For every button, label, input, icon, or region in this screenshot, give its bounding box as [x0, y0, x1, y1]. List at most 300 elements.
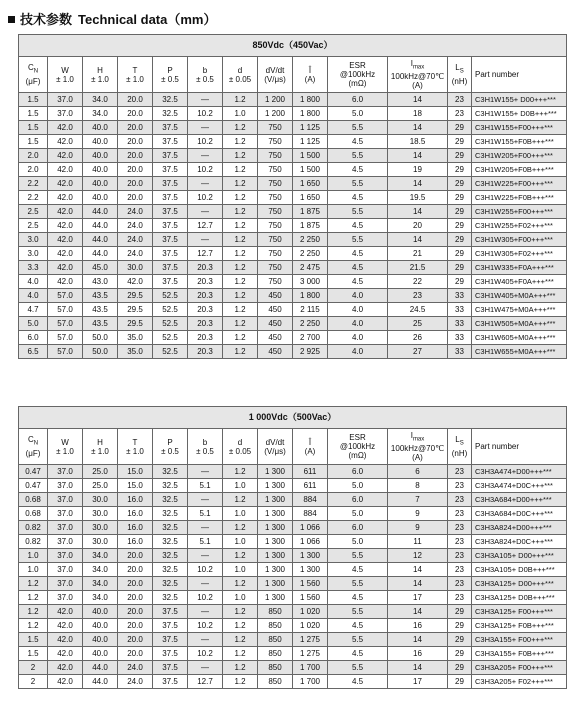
cell-cn: 2.5 — [19, 205, 48, 219]
cell-part-number: C3H1W155+ D00+++*** — [472, 93, 567, 107]
cell-h: 34.0 — [83, 591, 118, 605]
cell-ipeak: 1 300 — [293, 549, 328, 563]
cell-part-number: C3H1W305+F02+++*** — [472, 247, 567, 261]
cell-h: 40.0 — [83, 135, 118, 149]
cell-w: 37.0 — [48, 535, 83, 549]
cell-t: 20.0 — [118, 549, 153, 563]
col-header-part-number — [472, 429, 567, 465]
cell-part-number: C3H3A824+D0C+++*** — [472, 535, 567, 549]
col-header-p — [153, 57, 188, 93]
col-header-sub: ± 0.5 — [196, 446, 214, 456]
table-row — [19, 619, 567, 633]
table-row — [19, 275, 567, 289]
cell-esr: 5.0 — [328, 535, 388, 549]
col-header-label: C — [27, 63, 34, 73]
cell-dvdt: 1 300 — [258, 535, 293, 549]
cell-p: 52.5 — [153, 303, 188, 317]
cell-h: 44.0 — [83, 675, 118, 689]
cell-d: 1.0 — [223, 479, 258, 493]
cell-imax: 7 — [388, 493, 448, 507]
col-header-label: ESR — [349, 433, 366, 442]
col-header-label: P — [167, 437, 173, 447]
heading-zh: 技术参数 — [20, 12, 73, 27]
cell-b: 10.2 — [188, 619, 223, 633]
cell-t: 24.0 — [118, 675, 153, 689]
cell-p: 37.5 — [153, 647, 188, 661]
cell-part-number: C3H3A474+D00+++*** — [472, 465, 567, 479]
spec-table-850vdc — [18, 34, 567, 359]
cell-b: 20.3 — [188, 345, 223, 359]
cell-part-number: C3H1W305+F00+++*** — [472, 233, 567, 247]
cell-p: 37.5 — [153, 233, 188, 247]
cell-ipeak: 1 800 — [293, 107, 328, 121]
cell-h: 40.0 — [83, 191, 118, 205]
col-header-subscript: max — [412, 64, 425, 71]
cell-ipeak: 2 925 — [293, 345, 328, 359]
cell-part-number: C3H1W335+F0A+++*** — [472, 261, 567, 275]
cell-h: 30.0 — [83, 507, 118, 521]
cell-t: 35.0 — [118, 331, 153, 345]
cell-h: 40.0 — [83, 619, 118, 633]
cell-ls: 29 — [448, 619, 472, 633]
cell-b: — — [188, 233, 223, 247]
cell-p: 37.5 — [153, 135, 188, 149]
col-header-label: Î — [308, 437, 312, 447]
table-row — [19, 149, 567, 163]
col-header-sub: ± 0.5 — [161, 446, 179, 456]
cell-d: 1.0 — [223, 563, 258, 577]
table-row — [19, 549, 567, 563]
cell-ls: 29 — [448, 177, 472, 191]
cell-d: 1.2 — [223, 675, 258, 689]
cell-b: 20.3 — [188, 317, 223, 331]
cell-part-number: C3H3A125+ F0B+++*** — [472, 619, 567, 633]
cell-dvdt: 1 300 — [258, 563, 293, 577]
col-header-sub: ± 0.5 — [161, 74, 179, 84]
cell-dvdt: 750 — [258, 177, 293, 191]
cell-ipeak: 1 650 — [293, 177, 328, 191]
cell-ls: 29 — [448, 219, 472, 233]
cell-esr: 5.5 — [328, 121, 388, 135]
cell-w: 42.0 — [48, 605, 83, 619]
cell-esr: 4.5 — [328, 675, 388, 689]
cell-h: 44.0 — [83, 205, 118, 219]
cell-ipeak: 1 500 — [293, 163, 328, 177]
col-header-sub: (A) — [304, 446, 316, 456]
cell-cn: 1.5 — [19, 647, 48, 661]
cell-ipeak: 2 115 — [293, 303, 328, 317]
cell-dvdt: 1 300 — [258, 591, 293, 605]
cell-b: — — [188, 549, 223, 563]
cell-h: 30.0 — [83, 493, 118, 507]
cell-p: 32.5 — [153, 591, 188, 605]
cell-part-number: C3H3A684+D00+++*** — [472, 493, 567, 507]
table-row — [19, 233, 567, 247]
cell-part-number: C3H3A125+ F00+++*** — [472, 605, 567, 619]
cell-h: 43.0 — [83, 275, 118, 289]
cell-p: 52.5 — [153, 289, 188, 303]
col-header-sub: ± 1.0 — [126, 446, 144, 456]
table-row — [19, 535, 567, 549]
cell-esr: 4.0 — [328, 331, 388, 345]
spec-table-1000vdc — [18, 406, 567, 689]
table-row — [19, 661, 567, 675]
cell-ipeak: 611 — [293, 465, 328, 479]
cell-cn: 6.0 — [19, 331, 48, 345]
cell-cn: 1.2 — [19, 591, 48, 605]
cell-imax: 27 — [388, 345, 448, 359]
col-header-sub: @100kHz — [339, 442, 376, 451]
table-row — [19, 107, 567, 121]
cell-d: 1.2 — [223, 661, 258, 675]
cell-b: — — [188, 577, 223, 591]
cell-dvdt: 750 — [258, 121, 293, 135]
cell-t: 20.0 — [118, 191, 153, 205]
cell-dvdt: 750 — [258, 219, 293, 233]
table-row — [19, 465, 567, 479]
cell-cn: 1.5 — [19, 93, 48, 107]
col-header-label: C — [27, 435, 34, 445]
col-header-sub: (mΩ) — [348, 79, 367, 88]
cell-t: 16.0 — [118, 493, 153, 507]
cell-esr: 4.5 — [328, 163, 388, 177]
col-header-label: L — [455, 435, 460, 445]
cell-imax: 12 — [388, 549, 448, 563]
cell-t: 24.0 — [118, 219, 153, 233]
table-row — [19, 647, 567, 661]
col-header-imax — [388, 57, 448, 93]
cell-d: 1.2 — [223, 317, 258, 331]
cell-imax: 6 — [388, 465, 448, 479]
heading-en: Technical data（mm） — [78, 12, 217, 27]
cell-ls: 29 — [448, 661, 472, 675]
cell-d: 1.2 — [223, 345, 258, 359]
cell-imax: 14 — [388, 177, 448, 191]
cell-ipeak: 1 560 — [293, 577, 328, 591]
col-header-label: I — [410, 58, 413, 68]
cell-p: 37.5 — [153, 163, 188, 177]
cell-d: 1.2 — [223, 149, 258, 163]
cell-w: 42.0 — [48, 261, 83, 275]
cell-imax: 18 — [388, 107, 448, 121]
cell-t: 20.0 — [118, 163, 153, 177]
cell-cn: 6.5 — [19, 345, 48, 359]
cell-part-number: C3H3A474+D0C+++*** — [472, 479, 567, 493]
table-row — [19, 247, 567, 261]
col-header-label: dV/dt — [265, 65, 285, 75]
cell-w: 42.0 — [48, 633, 83, 647]
cell-dvdt: 450 — [258, 289, 293, 303]
cell-cn: 1.2 — [19, 605, 48, 619]
cell-t: 20.0 — [118, 591, 153, 605]
table-row — [19, 563, 567, 577]
cell-w: 57.0 — [48, 289, 83, 303]
cell-w: 42.0 — [48, 163, 83, 177]
cell-w: 37.0 — [48, 107, 83, 121]
table-row — [19, 331, 567, 345]
col-header-d — [223, 429, 258, 465]
table-row — [19, 507, 567, 521]
cell-esr: 4.5 — [328, 261, 388, 275]
cell-w: 42.0 — [48, 219, 83, 233]
cell-w: 57.0 — [48, 317, 83, 331]
cell-w: 57.0 — [48, 303, 83, 317]
cell-w: 42.0 — [48, 275, 83, 289]
cell-ipeak: 1 875 — [293, 219, 328, 233]
cell-part-number: C3H3A105+ D00+++*** — [472, 549, 567, 563]
cell-esr: 6.0 — [328, 465, 388, 479]
cell-imax: 19.5 — [388, 191, 448, 205]
cell-b: 5.1 — [188, 507, 223, 521]
cell-ipeak: 1 875 — [293, 205, 328, 219]
cell-w: 37.0 — [48, 479, 83, 493]
col-header-subscript: N — [33, 440, 39, 447]
cell-ipeak: 1 650 — [293, 191, 328, 205]
col-header-sub: (mΩ) — [348, 451, 367, 460]
cell-d: 1.2 — [223, 549, 258, 563]
cell-p: 37.5 — [153, 605, 188, 619]
cell-ipeak: 1 700 — [293, 661, 328, 675]
cell-part-number: C3H1W155+ D0B+++*** — [472, 107, 567, 121]
cell-ls: 29 — [448, 261, 472, 275]
cell-h: 34.0 — [83, 107, 118, 121]
cell-b: 20.3 — [188, 275, 223, 289]
col-header-sub: (V/μs) — [264, 446, 286, 456]
cell-h: 25.0 — [83, 465, 118, 479]
cell-t: 20.0 — [118, 647, 153, 661]
cell-d: 1.2 — [223, 261, 258, 275]
cell-b: 12.7 — [188, 219, 223, 233]
cell-esr: 4.5 — [328, 619, 388, 633]
cell-b: 20.3 — [188, 261, 223, 275]
table-row — [19, 591, 567, 605]
cell-d: 1.0 — [223, 535, 258, 549]
col-header-sub: ± 1.0 — [91, 446, 109, 456]
cell-cn: 3.0 — [19, 233, 48, 247]
cell-ls: 29 — [448, 205, 472, 219]
cell-cn: 1.2 — [19, 577, 48, 591]
cell-cn: 1.5 — [19, 107, 48, 121]
col-header-label: H — [97, 437, 103, 447]
cell-h: 34.0 — [83, 563, 118, 577]
cell-cn: 2 — [19, 661, 48, 675]
col-header-sub: ± 1.0 — [91, 74, 109, 84]
cell-ipeak: 1 700 — [293, 675, 328, 689]
cell-h: 44.0 — [83, 661, 118, 675]
cell-h: 43.5 — [83, 289, 118, 303]
col-header-d — [223, 57, 258, 93]
cell-ipeak: 611 — [293, 479, 328, 493]
cell-ls: 23 — [448, 93, 472, 107]
cell-d: 1.2 — [223, 331, 258, 345]
cell-w: 42.0 — [48, 647, 83, 661]
cell-ipeak: 2 475 — [293, 261, 328, 275]
cell-cn: 1.0 — [19, 549, 48, 563]
cell-dvdt: 1 300 — [258, 577, 293, 591]
cell-ls: 29 — [448, 647, 472, 661]
col-header-label: b — [202, 437, 208, 447]
cell-d: 1.2 — [223, 493, 258, 507]
cell-d: 1.2 — [223, 219, 258, 233]
cell-h: 40.0 — [83, 149, 118, 163]
col-header-sub: (μF) — [25, 448, 41, 458]
cell-ls: 23 — [448, 507, 472, 521]
cell-b: 10.2 — [188, 135, 223, 149]
cell-ls: 29 — [448, 633, 472, 647]
cell-d: 1.2 — [223, 177, 258, 191]
cell-w: 37.0 — [48, 549, 83, 563]
col-header-label: d — [237, 65, 243, 75]
col-header-label: T — [132, 437, 138, 447]
cell-dvdt: 750 — [258, 275, 293, 289]
cell-b: 10.2 — [188, 191, 223, 205]
table-row — [19, 493, 567, 507]
col-header-label: Î — [308, 65, 312, 75]
cell-d: 1.2 — [223, 205, 258, 219]
cell-part-number: C3H1W605+M0A+++*** — [472, 331, 567, 345]
cell-w: 37.0 — [48, 521, 83, 535]
cell-ls: 33 — [448, 331, 472, 345]
cell-p: 37.5 — [153, 177, 188, 191]
cell-d: 1.2 — [223, 247, 258, 261]
cell-esr: 5.0 — [328, 107, 388, 121]
cell-imax: 14 — [388, 149, 448, 163]
cell-t: 20.0 — [118, 107, 153, 121]
cell-h: 50.0 — [83, 331, 118, 345]
col-header-label: I — [410, 430, 413, 440]
cell-esr: 4.0 — [328, 345, 388, 359]
cell-esr: 4.5 — [328, 191, 388, 205]
cell-esr: 5.5 — [328, 661, 388, 675]
table-row — [19, 219, 567, 233]
cell-dvdt: 750 — [258, 233, 293, 247]
cell-p: 32.5 — [153, 549, 188, 563]
cell-imax: 14 — [388, 577, 448, 591]
table-row — [19, 261, 567, 275]
cell-ipeak: 1 125 — [293, 135, 328, 149]
cell-ipeak: 1 020 — [293, 619, 328, 633]
cell-esr: 5.5 — [328, 233, 388, 247]
cell-h: 44.0 — [83, 219, 118, 233]
cell-imax: 23 — [388, 289, 448, 303]
cell-dvdt: 850 — [258, 619, 293, 633]
cell-b: 10.2 — [188, 563, 223, 577]
col-header-label: L — [455, 63, 460, 73]
cell-d: 1.2 — [223, 605, 258, 619]
cell-t: 20.0 — [118, 563, 153, 577]
col-header-subscript: max — [412, 436, 425, 443]
cell-ipeak: 1 500 — [293, 149, 328, 163]
col-header-label: d — [237, 437, 243, 447]
cell-d: 1.2 — [223, 121, 258, 135]
cell-p: 32.5 — [153, 93, 188, 107]
cell-w: 37.0 — [48, 563, 83, 577]
cell-t: 29.5 — [118, 317, 153, 331]
cell-w: 57.0 — [48, 331, 83, 345]
cell-t: 35.0 — [118, 345, 153, 359]
cell-p: 37.5 — [153, 633, 188, 647]
cell-w: 37.0 — [48, 465, 83, 479]
cell-ls: 29 — [448, 191, 472, 205]
cell-ls: 23 — [448, 591, 472, 605]
cell-w: 42.0 — [48, 121, 83, 135]
cell-d: 1.0 — [223, 591, 258, 605]
cell-h: 40.0 — [83, 647, 118, 661]
col-header-label: H — [97, 65, 103, 75]
cell-w: 37.0 — [48, 507, 83, 521]
cell-t: 30.0 — [118, 261, 153, 275]
cell-esr: 4.5 — [328, 135, 388, 149]
col-header-sub: ± 1.0 — [56, 74, 74, 84]
col-header-ipeak — [293, 57, 328, 93]
cell-d: 1.2 — [223, 93, 258, 107]
cell-h: 30.0 — [83, 521, 118, 535]
cell-w: 42.0 — [48, 661, 83, 675]
cell-ipeak: 884 — [293, 507, 328, 521]
cell-h: 40.0 — [83, 177, 118, 191]
table-row — [19, 577, 567, 591]
cell-dvdt: 450 — [258, 345, 293, 359]
cell-imax: 26 — [388, 331, 448, 345]
cell-part-number: C3H1W205+F0B+++*** — [472, 163, 567, 177]
cell-cn: 2.2 — [19, 191, 48, 205]
cell-h: 43.5 — [83, 303, 118, 317]
cell-b: 10.2 — [188, 163, 223, 177]
cell-imax: 14 — [388, 633, 448, 647]
cell-cn: 0.68 — [19, 493, 48, 507]
cell-ipeak: 2 250 — [293, 247, 328, 261]
col-header-t — [118, 57, 153, 93]
cell-t: 42.0 — [118, 275, 153, 289]
cell-dvdt: 1 300 — [258, 465, 293, 479]
cell-cn: 0.82 — [19, 521, 48, 535]
cell-d: 1.2 — [223, 135, 258, 149]
col-header-label: dV/dt — [265, 437, 285, 447]
col-header-sub: @100kHz — [339, 70, 376, 79]
cell-t: 15.0 — [118, 479, 153, 493]
cell-h: 30.0 — [83, 535, 118, 549]
cell-dvdt: 750 — [258, 149, 293, 163]
cell-dvdt: 450 — [258, 331, 293, 345]
cell-esr: 6.0 — [328, 493, 388, 507]
cell-p: 32.5 — [153, 507, 188, 521]
table-row — [19, 135, 567, 149]
cell-ls: 29 — [448, 247, 472, 261]
col-header-sub: 100kHz@70℃ — [390, 444, 445, 454]
cell-part-number: C3H1W225+F00+++*** — [472, 177, 567, 191]
cell-w: 37.0 — [48, 493, 83, 507]
cell-ls: 33 — [448, 317, 472, 331]
col-header-sub: (A) — [304, 74, 316, 84]
cell-esr: 4.5 — [328, 563, 388, 577]
cell-imax: 14 — [388, 121, 448, 135]
cell-p: 32.5 — [153, 563, 188, 577]
cell-ipeak: 1 560 — [293, 591, 328, 605]
cell-ls: 23 — [448, 465, 472, 479]
col-header-sub: (V/μs) — [264, 74, 286, 84]
cell-h: 50.0 — [83, 345, 118, 359]
cell-dvdt: 750 — [258, 135, 293, 149]
cell-p: 37.5 — [153, 149, 188, 163]
cell-imax: 19 — [388, 163, 448, 177]
col-header-label: b — [202, 65, 208, 75]
table-row — [19, 605, 567, 619]
cell-p: 52.5 — [153, 317, 188, 331]
table-row — [19, 205, 567, 219]
cell-dvdt: 1 300 — [258, 507, 293, 521]
table-row — [19, 675, 567, 689]
col-header-esr — [328, 57, 388, 93]
